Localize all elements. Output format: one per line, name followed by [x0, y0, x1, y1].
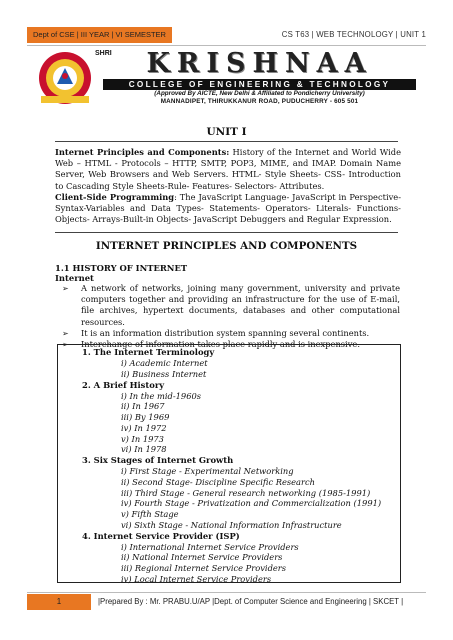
bullet-text: It is an information distribution system spanning several continents. [81, 327, 370, 338]
topic-item: ii) Business Internet [121, 368, 207, 379]
syllabus-label-2: Client-Side Programming [55, 192, 175, 202]
topic-item: iv) Fourth Stage - Privatization and Commercialization (1991) [121, 498, 382, 509]
header-course: CS T63 | WEB TECHNOLOGY | UNIT 1 [281, 30, 426, 39]
topic-heading: 1. The Internet Terminology [82, 347, 215, 357]
logo-college: COLLEGE OF ENGINEERING & TECHNOLOGY [103, 79, 416, 90]
logo-approval: (Approved By AICTE, New Delhi & Affiliated to Pondicherry University) [154, 90, 365, 97]
college-seal-icon [35, 50, 95, 106]
topic-item: i) In the mid-1960s [121, 390, 202, 401]
unit-title: UNIT I [206, 126, 247, 138]
arrow-bullet-icon: ➢ [62, 284, 69, 293]
page-number: 1 [27, 594, 91, 610]
college-logo [35, 50, 425, 110]
topic-item: i) International Internet Service Providers [121, 541, 299, 552]
topic-item: iii) Regional Internet Service Providers [121, 563, 287, 573]
footer-credits: |Prepared By : Mr. PRABU.U/AP |Dept. of Computer Science and Engineering | SKCET | [98, 597, 404, 606]
subsection-heading: 1.1 HISTORY OF INTERNET [55, 263, 188, 273]
logo-name: KRISHNAA [146, 48, 373, 79]
topic-item: ii) National Internet Service Providers [121, 552, 283, 563]
topic-item: iv) Local Internet Service Providers [121, 573, 272, 584]
section-divider [55, 232, 398, 233]
topic-item: v) In 1973 [121, 433, 164, 444]
syllabus-part-1 [55, 147, 401, 192]
arrow-bullet-icon: ➢ [62, 340, 69, 350]
topic-item: iii) Third Stage - General research networking (1985-1991) [121, 487, 371, 498]
header-department: Dept of CSE | III YEAR | VI SEMESTER [27, 27, 172, 43]
internet-bullets [60, 283, 400, 350]
syllabus-label-1: Internet Principles and Components: [55, 147, 230, 157]
topic-heading: 2. A Brief History [82, 379, 165, 390]
syllabus-text-2: : The JavaScript Language- JavaScript in Perspective-Syntax-Variables and Data Types- Statements- Operators- Literals- Functions- Objects- Arrays-Built-in Objects- JavaScript Debuggers and Regular Expression. [55, 192, 402, 225]
topic-item: vi) Sixth Stage - National Information Infrastructure [121, 519, 342, 530]
topic-item: ii) In 1967 [121, 401, 165, 412]
logo-shri: SHRI [95, 50, 112, 57]
topics-list [82, 347, 392, 585]
footer-divider [27, 592, 426, 593]
unit-divider [55, 141, 398, 142]
topic-heading: 4. Internet Service Provider (ISP) [82, 530, 240, 541]
section-title: INTERNET PRINCIPLES AND COMPONENTS [95, 240, 358, 252]
list-item [60, 283, 400, 328]
arrow-bullet-icon: ➢ [62, 328, 69, 338]
topic-heading: 3. Six Stages of Internet Growth [82, 455, 234, 465]
topic-item: i) Academic Internet [121, 358, 208, 368]
topic-item: vi) In 1978 [121, 444, 167, 455]
topic-item: v) Fifth Stage [121, 509, 179, 519]
topic-item: iv) In 1972 [121, 422, 167, 433]
syllabus-part-2 [55, 192, 401, 226]
list-item [60, 328, 400, 339]
bullet-text: A network of networks, joining many government, university and private computers together and providing an infrastructure for the use of E-mail, file archives, hypertext documents, databases and other computational resources. [81, 283, 400, 327]
syllabus-text-1: History of the Internet and World Wide Web – HTML - Protocols – HTTP, SMTP, POP3, MIME, and IMAP. Domain Name Server, Web Browsers and Web Servers. HTML- Style Sheets- CSS- Introduction to Cascading Style Sheets-Rule- Features- Selectors- Attributes. [55, 147, 401, 191]
topic-item: iii) By 1969 [121, 412, 170, 422]
logo-address: MANNADIPET, THIRUKKANUR ROAD, PUDUCHERRY - 605 501 [160, 98, 359, 105]
internet-heading: Internet [55, 273, 94, 283]
topic-item: i) First Stage - Experimental Networking [121, 466, 294, 476]
bullet-text: Interchange of information takes place rapidly and is inexpensive. [81, 339, 360, 350]
topic-item: ii) Second Stage- Discipline Specific Research [121, 476, 315, 487]
header-divider [27, 45, 426, 46]
